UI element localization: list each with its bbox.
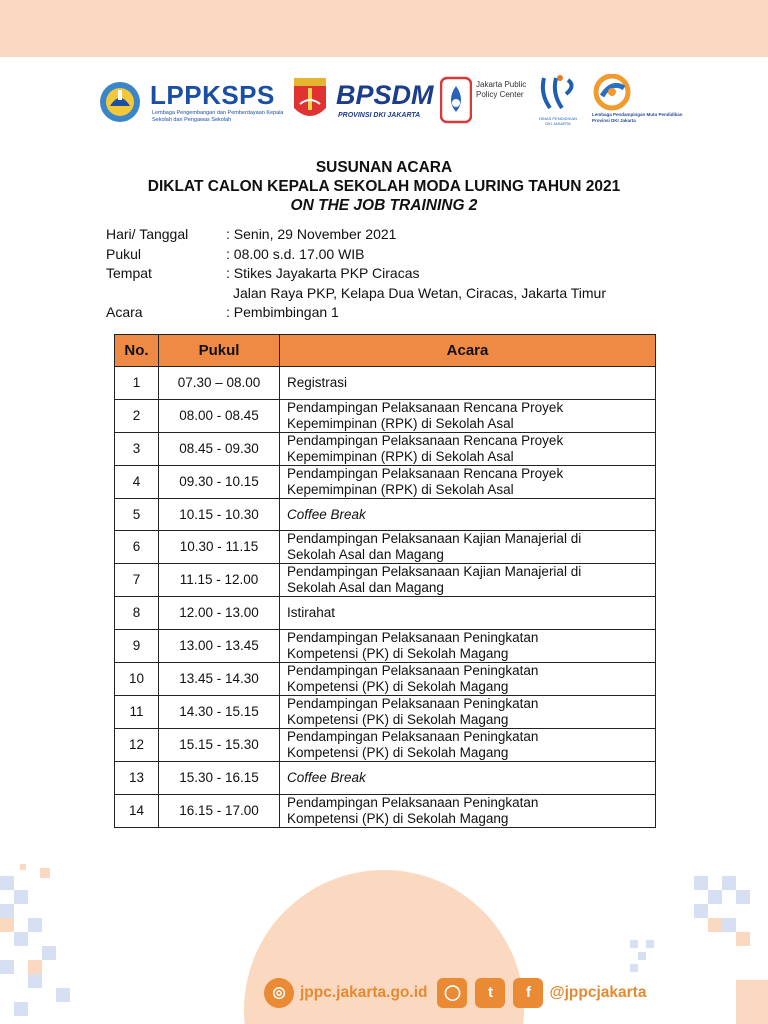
row-agenda — [280, 564, 656, 597]
row-agenda — [280, 762, 656, 795]
table-row — [115, 630, 656, 663]
header-time: Pukul — [159, 335, 280, 367]
row-time: 12.00 - 13.00 — [159, 597, 280, 630]
row-number: 1 — [115, 367, 159, 400]
agenda-label: Acara — [106, 304, 143, 320]
row-agenda — [280, 794, 656, 827]
row-agenda — [280, 367, 656, 400]
table-row — [115, 729, 656, 762]
lppksps-subtitle: Lembaga Pengembangan dan Pemberdayaan Kepala Sekolah dan Pengawas Sekolah — [152, 110, 284, 123]
row-number: 2 — [115, 399, 159, 432]
place-value: : Stikes Jayakarta PKP Ciracas — [226, 265, 420, 281]
agenda-line-2: Kepemimpinan (RPK) di Sekolah Asal — [287, 415, 514, 431]
facebook-icon[interactable]: f — [513, 978, 543, 1008]
agenda-line-2: Kompetensi (PK) di Sekolah Magang — [287, 810, 509, 826]
place-label: Tempat — [106, 265, 152, 281]
lpmp-logo — [592, 74, 702, 128]
logo-row — [96, 72, 696, 130]
agenda-line-1: Pendampingan Pelaksanaan Rencana Proyek — [287, 432, 564, 448]
event-info — [106, 225, 606, 323]
row-time: 10.15 - 10.30 — [159, 498, 280, 531]
row-time: 14.30 - 15.15 — [159, 696, 280, 729]
bpsdm-subtitle: PROVINSI DKI JAKARTA — [338, 112, 421, 119]
row-agenda — [280, 663, 656, 696]
row-time: 10.30 - 11.15 — [159, 531, 280, 564]
agenda-line-1: Pendampingan Pelaksanaan Rencana Proyek — [287, 465, 564, 481]
table-row — [115, 432, 656, 465]
schedule-body — [115, 367, 656, 828]
row-agenda — [280, 399, 656, 432]
table-row — [115, 762, 656, 795]
address-value: Jalan Raya PKP, Kelapa Dua Wetan, Ciracas, Jakarta Timur — [233, 284, 606, 301]
lpmp-subtitle: Lembaga Pendampingan Mutu Pendidikan Provinsi DKI Jakarta — [592, 112, 683, 123]
header-agenda: Acara — [280, 335, 656, 367]
top-banner-band — [0, 0, 768, 57]
agenda-line-1: Pendampingan Pelaksanaan Peningkatan — [287, 794, 539, 810]
table-row — [115, 465, 656, 498]
table-header-row — [115, 335, 656, 367]
row-number: 4 — [115, 465, 159, 498]
agenda-value: : Pembimbingan 1 — [226, 304, 339, 320]
row-time: 11.15 - 12.00 — [159, 564, 280, 597]
agenda-line-2: Kompetensi (PK) di Sekolah Magang — [287, 679, 509, 695]
agenda-line-2: Kepemimpinan (RPK) di Sekolah Asal — [287, 448, 514, 464]
agenda-line-1: Registrasi — [287, 374, 348, 390]
agenda-line-2: Sekolah Asal dan Magang — [287, 547, 444, 563]
time-value: : 08.00 s.d. 17.00 WIB — [226, 245, 365, 262]
twitter-icon[interactable]: t — [475, 978, 505, 1008]
agenda-line-1: Pendampingan Pelaksanaan Kajian Manajerial di — [287, 531, 582, 547]
table-row — [115, 531, 656, 564]
agenda-line-1: Pendampingan Pelaksanaan Peningkatan — [287, 663, 539, 679]
table-row — [115, 564, 656, 597]
table-row — [115, 794, 656, 827]
agenda-line-1: Istirahat — [287, 605, 336, 621]
dinas-pendidikan-logo — [536, 74, 580, 128]
title-line-2: DIKLAT CALON KEPALA SEKOLAH MODA LURING TAHUN 2021 — [147, 178, 621, 195]
row-agenda — [280, 729, 656, 762]
info-row-date — [106, 225, 606, 245]
agenda-line-2: Kompetensi (PK) di Sekolah Magang — [287, 646, 509, 662]
row-number: 7 — [115, 564, 159, 597]
row-number: 8 — [115, 597, 159, 630]
info-row-place — [106, 264, 606, 284]
row-agenda — [280, 432, 656, 465]
row-time: 15.15 - 15.30 — [159, 729, 280, 762]
info-row-time — [106, 245, 606, 265]
title-line-1: SUSUNAN ACARA — [315, 159, 453, 176]
row-time: 15.30 - 16.15 — [159, 762, 280, 795]
date-value: : Senin, 29 November 2021 — [226, 226, 397, 242]
title-line-3: ON THE JOB TRAINING 2 — [290, 197, 478, 214]
lppksps-logo — [96, 80, 286, 124]
agenda-line-1: Pendampingan Pelaksanaan Rencana Proyek — [287, 399, 564, 415]
agenda-line-2: Kompetensi (PK) di Sekolah Magang — [287, 712, 509, 728]
row-number: 13 — [115, 762, 159, 795]
agenda-line-1: Pendampingan Pelaksanaan Peningkatan — [287, 696, 539, 712]
row-number: 3 — [115, 432, 159, 465]
info-row-agenda — [106, 303, 606, 323]
agenda-line-2: Kompetensi (PK) di Sekolah Magang — [287, 745, 509, 761]
table-row — [115, 696, 656, 729]
row-time: 16.15 - 17.00 — [159, 794, 280, 827]
bpsdm-logo — [290, 76, 434, 128]
agenda-line-2: Sekolah Asal dan Magang — [287, 580, 444, 596]
row-agenda — [280, 531, 656, 564]
agenda-line-2: Kepemimpinan (RPK) di Sekolah Asal — [287, 481, 514, 497]
document-title-block — [0, 158, 768, 215]
globe-icon: ◎ — [264, 978, 294, 1008]
agenda-line-1: Coffee Break — [287, 769, 366, 785]
social-handle[interactable]: @jppcjakarta — [549, 984, 647, 1001]
dinas-mark-icon — [536, 74, 580, 114]
table-row — [115, 367, 656, 400]
agenda-line-1: Pendampingan Pelaksanaan Peningkatan — [287, 729, 539, 745]
row-agenda — [280, 696, 656, 729]
row-agenda — [280, 597, 656, 630]
row-number: 6 — [115, 531, 159, 564]
dki-crest-icon — [290, 76, 330, 126]
jppc-name: Jakarta Public Policy Center — [476, 80, 527, 99]
header-no: No. — [115, 335, 159, 367]
row-time: 09.30 - 10.15 — [159, 465, 280, 498]
row-agenda — [280, 465, 656, 498]
row-number: 5 — [115, 498, 159, 531]
row-time: 08.45 - 09.30 — [159, 432, 280, 465]
dinas-subtitle: DINAS PENDIDIKAN DKI JAKARTA — [539, 116, 577, 126]
row-number: 12 — [115, 729, 159, 762]
time-label: Pukul — [106, 245, 142, 262]
website-link[interactable]: jppc.jakarta.go.id — [300, 984, 428, 1001]
instagram-icon[interactable]: ◯ — [437, 978, 467, 1008]
schedule-table — [114, 334, 656, 828]
agenda-line-1: Pendampingan Pelaksanaan Peningkatan — [287, 630, 539, 646]
lpmp-swirl-icon — [592, 74, 632, 112]
row-number: 9 — [115, 630, 159, 663]
row-number: 14 — [115, 794, 159, 827]
row-agenda — [280, 630, 656, 663]
lppksps-name: LPPKSPS — [150, 80, 275, 110]
row-time: 13.00 - 13.45 — [159, 630, 280, 663]
footer-contact — [264, 975, 646, 1011]
row-agenda — [280, 498, 656, 531]
agenda-line-1: Coffee Break — [287, 506, 366, 522]
table-row — [115, 663, 656, 696]
table-row — [115, 399, 656, 432]
info-row-address — [106, 284, 606, 304]
jppc-drop-icon — [440, 76, 472, 126]
bpsdm-name: BPSDM — [336, 80, 434, 110]
table-row — [115, 597, 656, 630]
table-row — [115, 498, 656, 531]
row-number: 11 — [115, 696, 159, 729]
row-time: 13.45 - 14.30 — [159, 663, 280, 696]
agenda-line-1: Pendampingan Pelaksanaan Kajian Manajerial di — [287, 564, 582, 580]
row-number: 10 — [115, 663, 159, 696]
tut-wuri-emblem-icon — [96, 80, 144, 124]
jppc-logo — [440, 76, 530, 128]
date-label: Hari/ Tanggal — [106, 226, 189, 242]
row-time: 08.00 - 08.45 — [159, 399, 280, 432]
row-time: 07.30 – 08.00 — [159, 367, 280, 400]
